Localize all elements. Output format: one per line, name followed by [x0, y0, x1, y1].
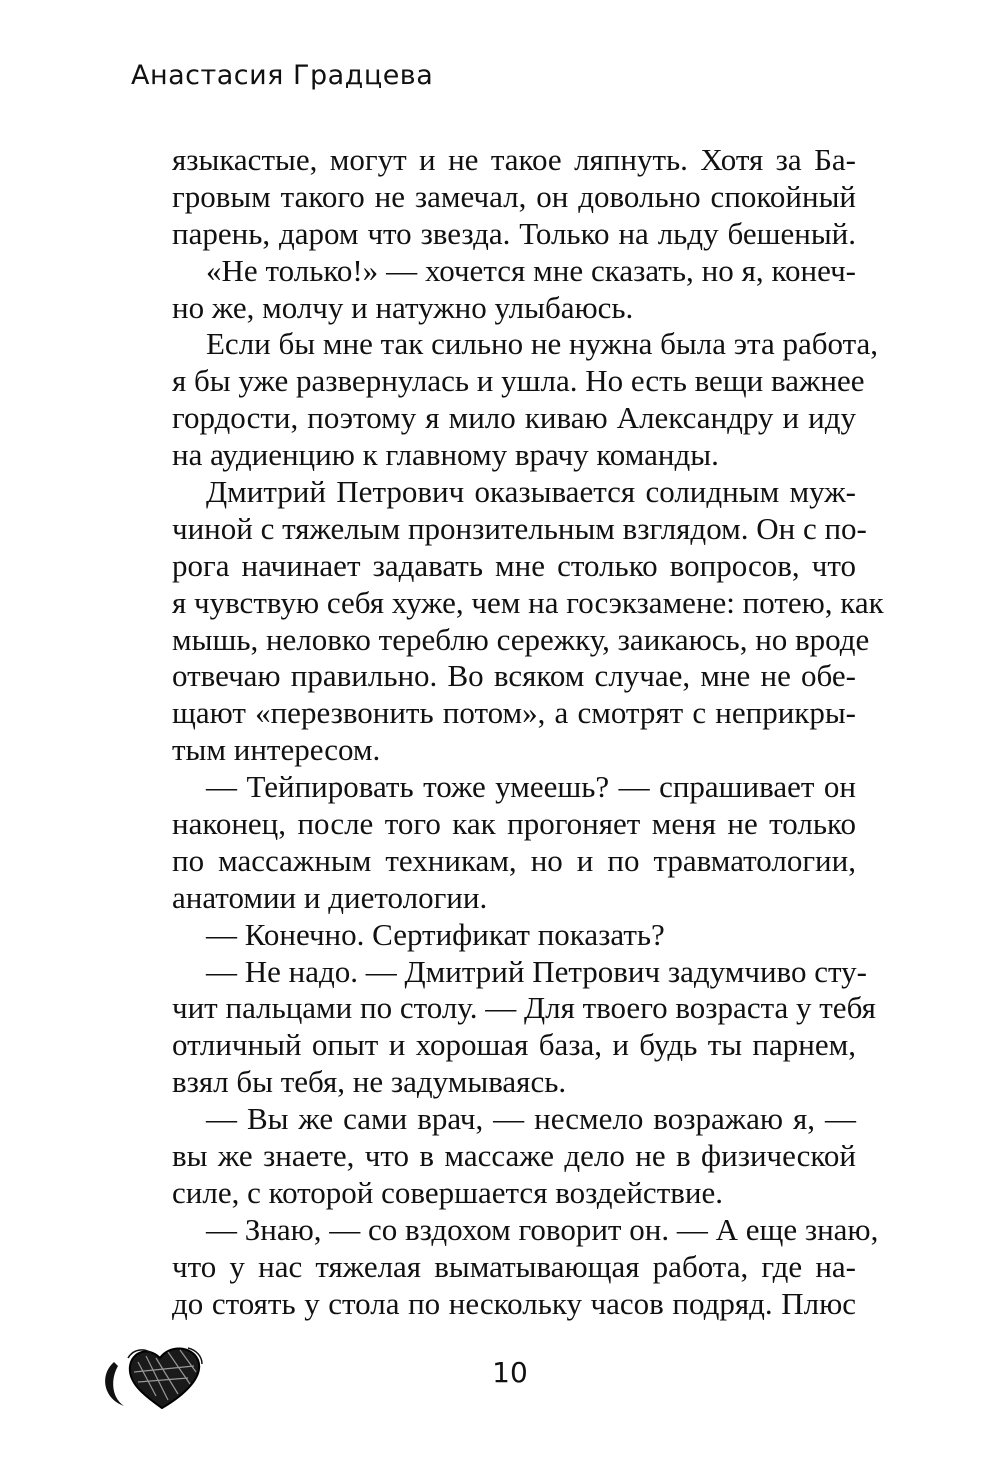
text-line: мышь, неловко тереблю сережку, заикаюсь, но вроде: [172, 621, 870, 657]
text-line: — Не надо. — Дмитрий Петрович задумчиво сту-: [206, 953, 867, 989]
text-line: вы же знаете, что в массаже дело не в физической: [172, 1138, 856, 1174]
text-line: я бы уже развернулась и ушла. Но есть вещи важнее: [172, 363, 865, 399]
text-line: — Конечно. Сертификат показать?: [206, 916, 665, 952]
text-line: — Тейпировать тоже умеешь? — спрашивает он: [206, 769, 856, 805]
text-line: наконец, после того как прогоняет меня не только: [172, 806, 856, 842]
heart-doodle-icon: [98, 1336, 218, 1412]
text-line: на аудиенцию к главному врачу команды.: [172, 437, 719, 473]
text-line: по массажным техникам, но и по травматологии,: [172, 842, 856, 878]
text-line: — Вы же сами врач, — несмело возражаю я, —: [206, 1101, 856, 1137]
text-line: чиной с тяжелым пронзительным взглядом. Он с по-: [172, 510, 867, 546]
text-line: «Не только!» — хочется мне сказать, но я, конеч-: [206, 252, 856, 288]
page-number: 10: [492, 1356, 528, 1389]
body-text: [172, 142, 884, 1323]
text-line: парень, даром что звезда. Только на льду бешеный.: [172, 215, 856, 251]
text-line: до стоять у стола по нескольку часов подряд. Плюс: [172, 1285, 856, 1321]
text-line: чит пальцами по столу. — Для твоего возраста у тебя: [172, 990, 876, 1026]
text-line: Дмитрий Петрович оказывается солидным муж-: [206, 474, 856, 510]
text-line: анатомии и диетологии.: [172, 879, 488, 915]
text-line: что у нас тяжелая выматывающая работа, где на-: [172, 1248, 856, 1284]
text-line: отвечаю правильно. Во всяком случае, мне не обе-: [172, 658, 856, 694]
running-head-author: Анастасия Градцева: [131, 60, 434, 91]
text-line: Если бы мне так сильно не нужна была эта работа,: [206, 326, 879, 362]
text-line: тым интересом.: [172, 732, 381, 768]
text-line: я чувствую себя хуже, чем на госэкзамене: потею, как: [172, 584, 884, 620]
text-line: взял бы тебя, не задумываясь.: [172, 1064, 567, 1100]
text-line: силе, с которой совершается воздействие.: [172, 1174, 723, 1210]
text-line: гордости, поэтому я мило киваю Александру и иду: [172, 400, 856, 436]
text-line: но же, молчу и натужно улыбаюсь.: [172, 289, 634, 325]
text-line: отличный опыт и хорошая база, и будь ты парнем,: [172, 1027, 856, 1063]
text-line: гровым такого не замечал, он довольно спокойный: [172, 178, 856, 214]
text-line: рога начинает задавать мне столько вопросов, что: [172, 547, 856, 583]
text-line: языкастые, могут и не такое ляпнуть. Хотя за Ба-: [172, 142, 856, 177]
text-line: — Знаю, — со вздохом говорит он. — А еще знаю,: [206, 1211, 879, 1247]
text-line: щают «перезвонить потом», а смотрят с неприкры-: [172, 695, 856, 731]
